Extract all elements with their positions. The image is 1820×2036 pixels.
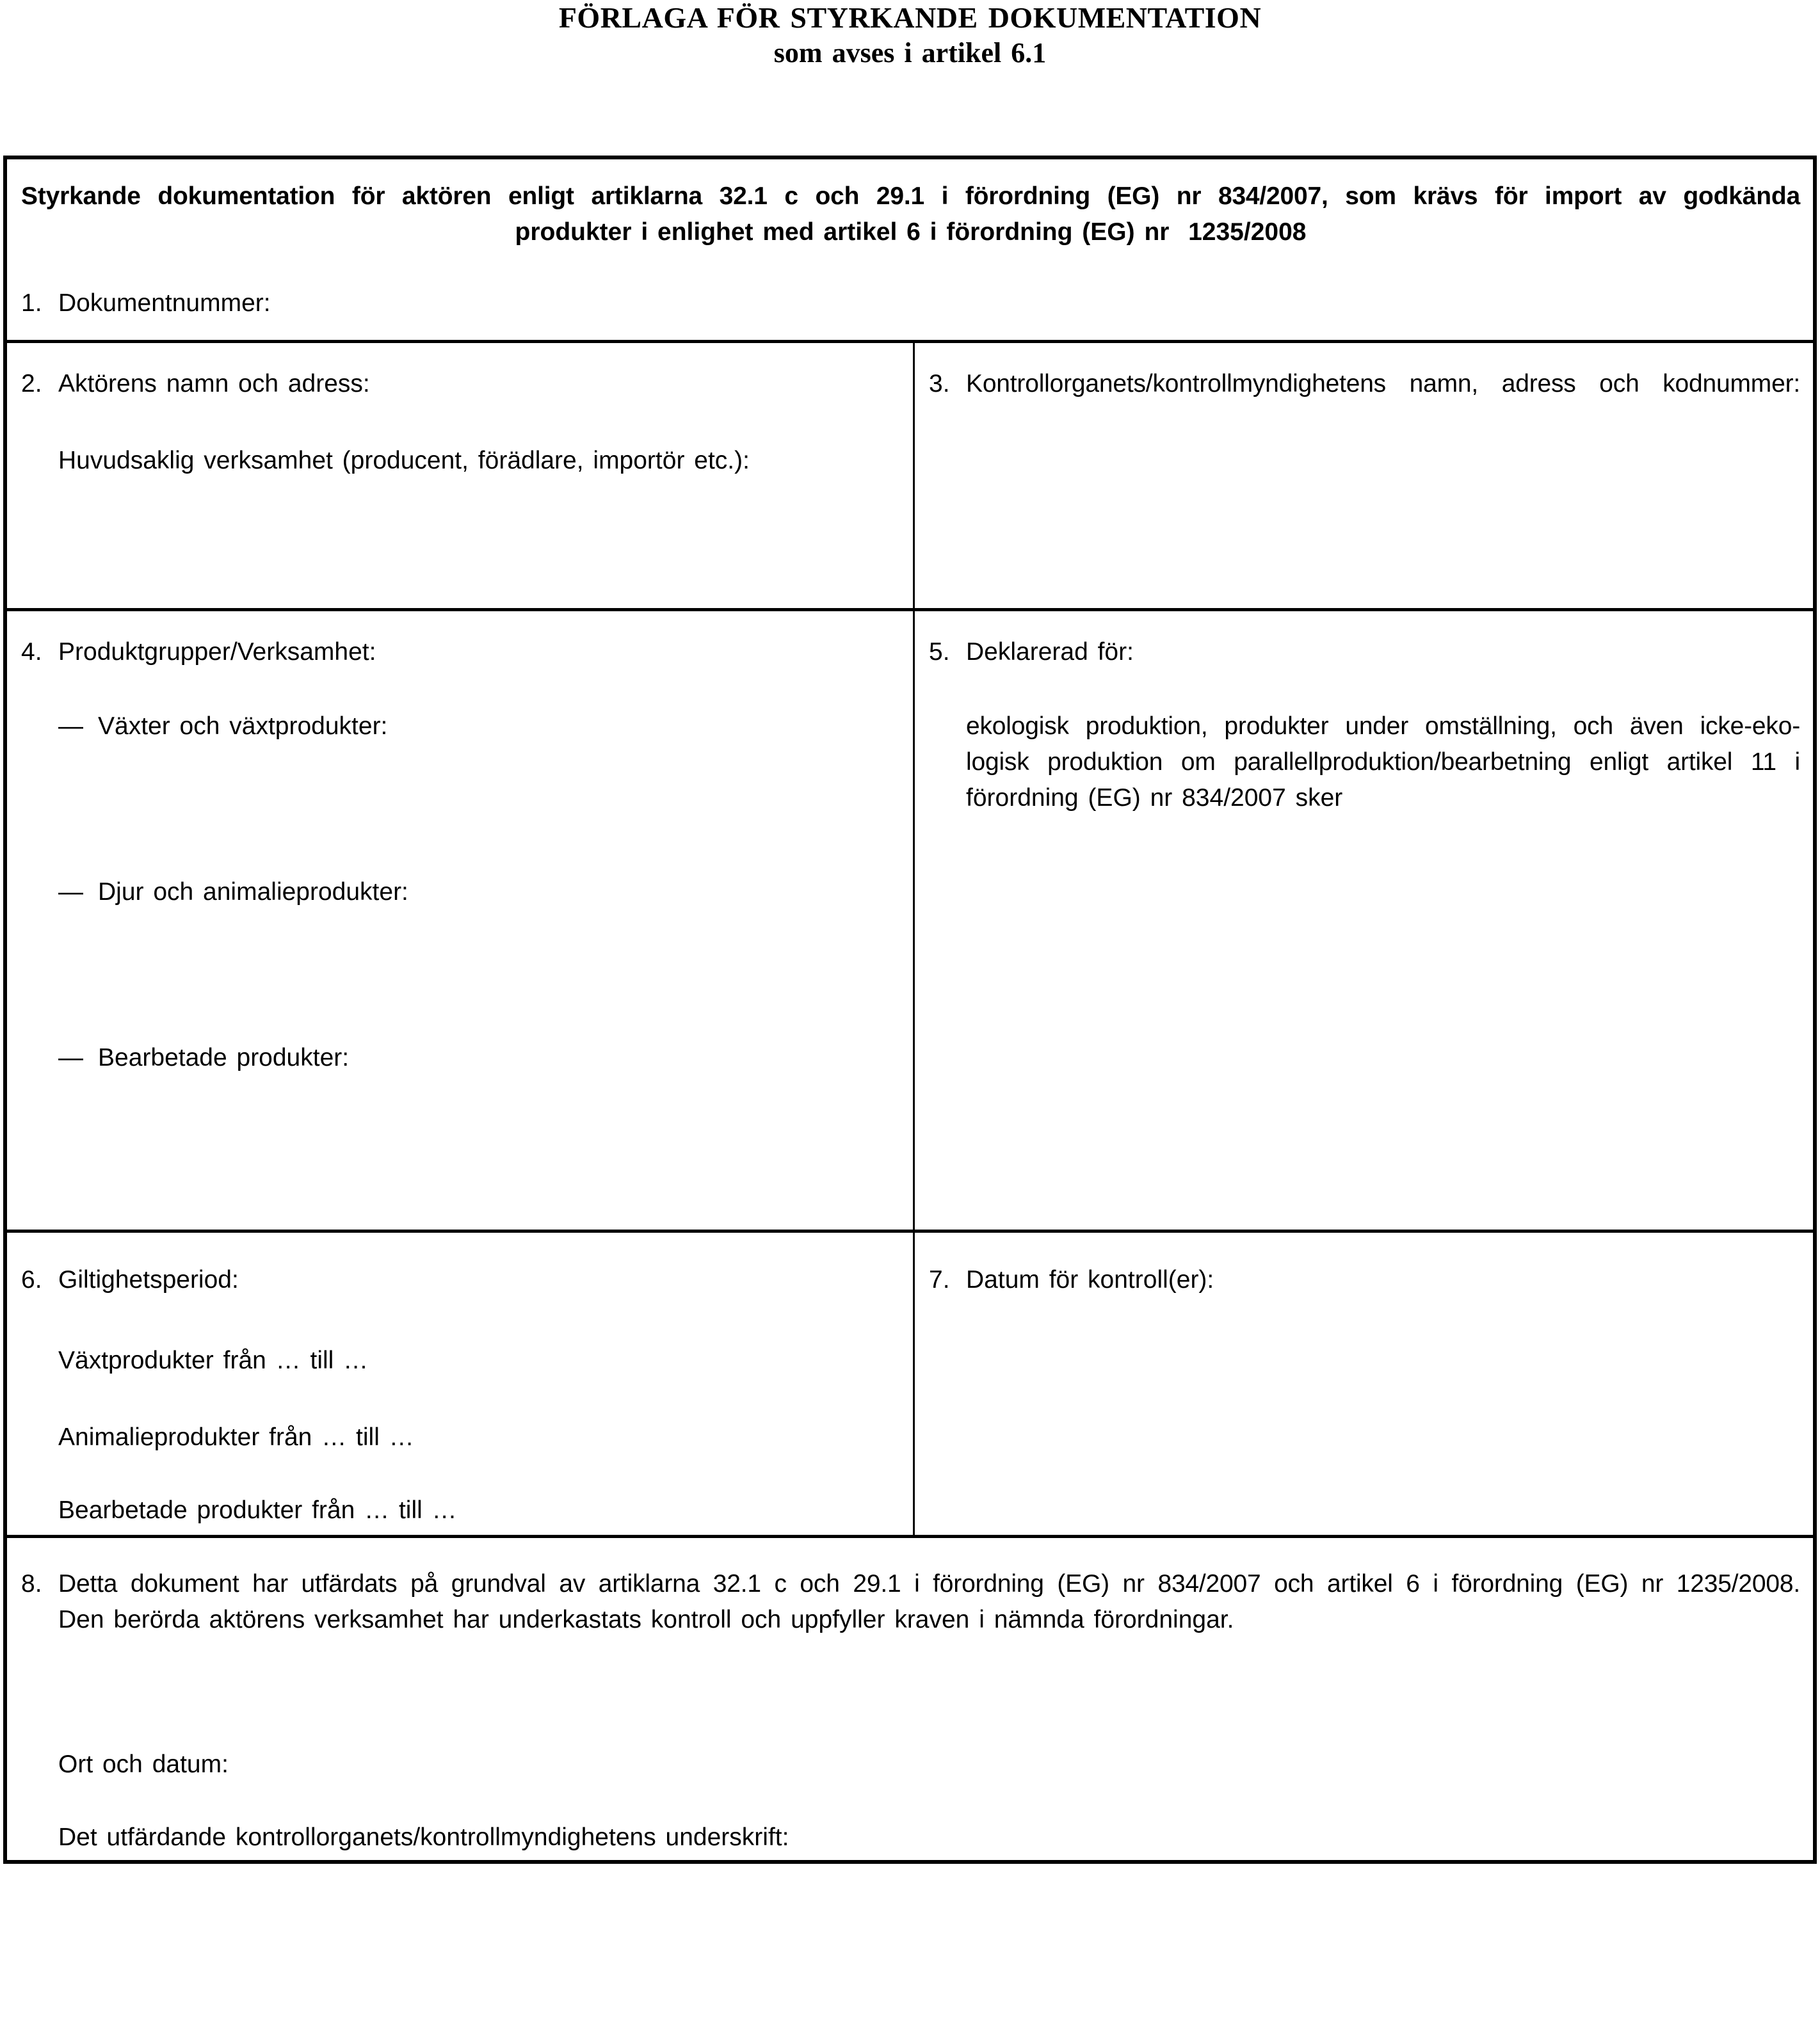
- field-3-number: 3.: [929, 370, 950, 397]
- field-inspection-dates: [929, 1262, 1800, 1298]
- field-5-paragraph: [966, 709, 1800, 816]
- field-1-label: Dokumentnummer:: [58, 289, 271, 317]
- field-4-number: 4.: [21, 638, 42, 666]
- header-cell: [7, 159, 1813, 340]
- product-group-plants-label: Växter och växtprodukter:: [98, 712, 388, 740]
- dash-marker: —: [58, 1044, 83, 1071]
- field-control-body-name: [929, 366, 1800, 402]
- field-declaration-cell: [7, 1538, 1813, 1860]
- field-8-line-1: Detta dokument har utfärdats på grundval av artiklarna 32.1 c och 29.1 i förordning (EG) nr 834/2007 och artikel 6 i förordning (EG) nr 1235/2008.: [58, 1570, 1800, 1598]
- document-subtitle: som avses i artikel 6.1: [773, 37, 1047, 68]
- field-declaration: [21, 1566, 1800, 1638]
- field-5-paragraph-line-2: logisk produktion om parallellproduktion/bearbetning enligt artikel 11 i: [966, 748, 1800, 776]
- field-1-number: 1.: [21, 289, 42, 317]
- header-paragraph-line-2: produkter i enlighet med artikel 6 i förordning (EG) nr 1235/2008: [515, 218, 1307, 246]
- header-paragraph-line-1: Styrkande dokumentation för aktören enligt artiklarna 32.1 c och 29.1 i förordning (EG) nr 834/2007, som krävs för import av godkända: [21, 182, 1800, 210]
- field-3-label: Kontrollorganets/kontrollmyndighetens namn, adress och kodnummer:: [966, 370, 1800, 397]
- row-header: [7, 159, 1813, 340]
- field-2-main-activity-label: Huvudsaklig verksamhet (producent, förädlare, importör etc.):: [58, 447, 750, 474]
- field-7-label: Datum för kontroll(er):: [966, 1266, 1214, 1294]
- field-operator-cell: [7, 343, 913, 608]
- field-product-groups: [21, 634, 900, 670]
- field-operator-name-address: [21, 366, 900, 402]
- field-2-label: Aktörens namn och adress:: [58, 370, 370, 397]
- field-4-label: Produktgrupper/Verksamhet:: [58, 638, 376, 666]
- field-validity-cell: [7, 1233, 913, 1535]
- product-group-animals-label: Djur och animalieprodukter:: [98, 878, 408, 906]
- field-inspection-dates-cell: [913, 1233, 1813, 1535]
- field-5-paragraph-line-3: förordning (EG) nr 834/2007 sker: [966, 784, 1343, 812]
- field-declared-as: [929, 634, 1800, 670]
- place-and-date-label: Ort och datum:: [58, 1751, 229, 1778]
- field-6-label: Giltighetsperiod:: [58, 1266, 239, 1294]
- row-validity-inspections: [7, 1230, 1813, 1535]
- product-group-plants: [58, 709, 900, 744]
- field-7-number: 7.: [929, 1266, 950, 1294]
- field-validity-period: [21, 1262, 900, 1298]
- row-products-declared: [7, 608, 1813, 1230]
- row-operator-controlbody: [7, 340, 1813, 608]
- field-5-paragraph-line-1: ekologisk produktion, produkter under omställning, och även icke-eko-: [966, 712, 1800, 740]
- row-declaration: [7, 1535, 1813, 1860]
- field-8-number: 8.: [21, 1570, 42, 1598]
- dash-marker: —: [58, 878, 83, 906]
- validity-processed-products: Bearbetade produkter från … till …: [58, 1496, 457, 1524]
- field-control-body-cell: [913, 343, 1813, 608]
- signature-label: Det utfärdande kontrollorganets/kontrollmyndighetens underskrift:: [58, 1824, 789, 1851]
- product-group-animals: [58, 874, 900, 910]
- dash-marker: —: [58, 712, 83, 740]
- document-title: FÖRLAGA FÖR STYRKANDE DOKUMENTATION: [558, 1, 1262, 34]
- certificate-table: [3, 156, 1817, 1864]
- field-document-number: [21, 285, 1800, 321]
- product-group-processed: [58, 1040, 900, 1076]
- validity-animal-products: Animalieprodukter från … till …: [58, 1423, 414, 1451]
- field-product-groups-cell: [7, 611, 913, 1230]
- field-8-line-2: Den berörda aktörens verksamhet har underkastats kontroll och uppfyller kraven i nämnda förordningar.: [58, 1606, 1234, 1633]
- product-group-processed-label: Bearbetade produkter:: [98, 1044, 350, 1071]
- field-2-number: 2.: [21, 370, 42, 397]
- field-5-label: Deklarerad för:: [966, 638, 1134, 666]
- field-6-number: 6.: [21, 1266, 42, 1294]
- field-declared-cell: [913, 611, 1813, 1230]
- validity-plant-products: Växtprodukter från … till …: [58, 1347, 369, 1374]
- field-5-number: 5.: [929, 638, 950, 666]
